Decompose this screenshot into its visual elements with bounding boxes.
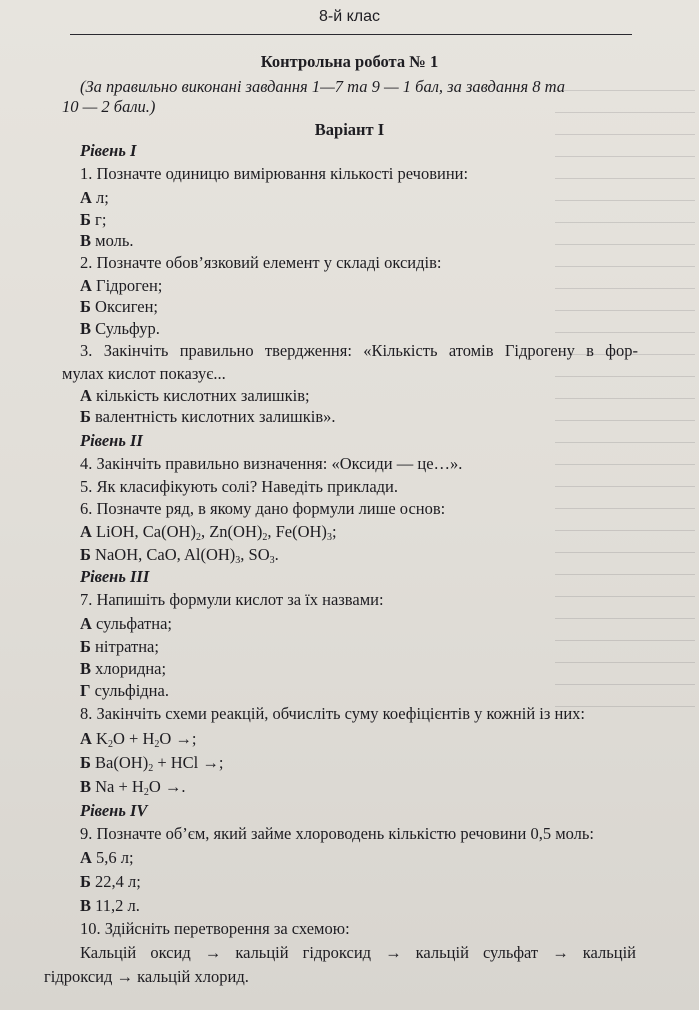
formula-part: , SO xyxy=(240,545,270,564)
level-heading-3: Рівень ІІІ xyxy=(80,567,150,586)
option-letter: Б xyxy=(80,872,91,891)
option-letter: Б xyxy=(80,545,91,564)
reaction xyxy=(96,729,196,748)
formula-part: ; xyxy=(331,522,337,541)
level-heading-1: Рівень І xyxy=(80,141,137,160)
header-divider xyxy=(70,34,632,35)
option-text: Оксиген; xyxy=(95,297,159,316)
formula-part: O →; xyxy=(159,729,197,748)
subscript: 2 xyxy=(154,739,160,750)
option-text: моль. xyxy=(95,231,134,250)
option-2c xyxy=(80,319,160,339)
formula-part: Ba(OH) xyxy=(95,753,149,772)
formula-part: O →. xyxy=(148,777,186,796)
option-text: 11,2 л. xyxy=(95,896,140,915)
question-9: 9. Позначте об’єм, який займе хлороводень кількістю речовини 0,5 моль: xyxy=(80,824,595,843)
option-8a xyxy=(80,729,196,749)
subscript: 2 xyxy=(143,787,149,798)
question-7: 7. Напишіть формули кислот за їх назвами: xyxy=(80,590,384,609)
option-letter: Б xyxy=(80,753,91,772)
scoring-note-line2: 10 — 2 бали.) xyxy=(62,97,156,116)
bleed-through-text xyxy=(555,90,695,710)
option-text: хлоридна; xyxy=(95,659,167,678)
option-3b xyxy=(80,407,336,427)
formula-part: Na + H xyxy=(95,777,144,796)
reaction xyxy=(95,753,223,772)
option-letter: В xyxy=(80,896,92,915)
option-letter: А xyxy=(80,848,92,867)
formula-part: K xyxy=(96,729,108,748)
option-2b xyxy=(80,297,158,317)
option-2a xyxy=(80,276,162,296)
formula-part: , Fe(OH) xyxy=(267,522,327,541)
option-text: валентність кислотних залишків». xyxy=(95,407,336,426)
option-text: Гідроген; xyxy=(96,276,163,295)
option-7b xyxy=(80,637,159,657)
question-8: 8. Закінчіть схеми реакцій, обчисліть суму коефіцієнтів у кожній із них: xyxy=(80,704,585,723)
option-6b xyxy=(80,545,279,565)
option-8c xyxy=(80,777,186,797)
option-8b xyxy=(80,753,223,773)
question-5: 5. Як класифікують солі? Наведіть приклади. xyxy=(80,477,398,496)
option-letter: В xyxy=(80,231,92,250)
question-6: 6. Позначте ряд, в якому дано формули лише основ: xyxy=(80,499,446,518)
option-text: г; xyxy=(95,210,107,229)
option-letter: Б xyxy=(80,210,91,229)
option-letter: В xyxy=(80,777,92,796)
subscript: 3 xyxy=(235,555,241,566)
transformation-chain-line1: Кальцій оксид → кальцій гідроксид → кальцій сульфат → кальцій xyxy=(80,943,636,962)
question-2: 2. Позначте обов’язковий елемент у складі оксидів: xyxy=(80,253,442,272)
option-text: 5,6 л; xyxy=(96,848,134,867)
scoring-note-line1: (За правильно виконані завдання 1—7 та 9 — 1 бал, за завдання 8 та xyxy=(80,77,566,96)
option-text: нітратна; xyxy=(95,637,159,656)
option-letter: В xyxy=(80,659,92,678)
option-1a xyxy=(80,188,109,208)
question-3-line2: мулах кислот показує... xyxy=(62,364,226,383)
formula-part: , Zn(OH) xyxy=(200,522,263,541)
option-text: кількість кислотних залишків; xyxy=(96,386,310,405)
level-heading-4: Рівень IV xyxy=(80,801,148,820)
option-9a xyxy=(80,848,134,868)
option-letter: Г xyxy=(80,681,91,700)
grade-header: 8-й клас xyxy=(318,8,381,25)
subscript: 2 xyxy=(195,532,201,543)
option-7a xyxy=(80,614,172,634)
question-1: 1. Позначте одиницю вимірювання кількості речовини: xyxy=(80,164,469,183)
formula-part: NaOH, CaO, Al(OH) xyxy=(95,545,236,564)
subscript: 2 xyxy=(148,763,154,774)
option-text: сульфідна. xyxy=(94,681,169,700)
option-letter: А xyxy=(80,614,92,633)
option-letter: Б xyxy=(80,407,91,426)
option-9b xyxy=(80,872,141,892)
option-letter: А xyxy=(80,188,92,207)
subscript: 3 xyxy=(326,532,332,543)
option-letter: Б xyxy=(80,637,91,656)
option-letter: А xyxy=(80,522,92,541)
option-letter: А xyxy=(80,729,92,748)
formula-part: + HCl →; xyxy=(153,753,224,772)
subscript: 2 xyxy=(107,739,113,750)
option-7d xyxy=(80,681,169,701)
formula-part: LiOH, Ca(OH) xyxy=(96,522,196,541)
option-text: 22,4 л; xyxy=(95,872,141,891)
formula-part: O + H xyxy=(112,729,155,748)
question-4: 4. Закінчіть правильно визначення: «Оксиди — це…». xyxy=(80,454,463,473)
option-1b xyxy=(80,210,106,230)
question-10: 10. Здійсніть перетворення за схемою: xyxy=(80,919,350,938)
reaction xyxy=(95,777,185,796)
option-letter: Б xyxy=(80,297,91,316)
test-title: Контрольна робота № 1 xyxy=(260,52,439,71)
variant-heading: Варіант І xyxy=(314,120,385,139)
level-heading-2: Рівень ІІ xyxy=(80,431,143,450)
formula xyxy=(96,522,336,541)
subscript: 3 xyxy=(269,555,275,566)
option-text: л; xyxy=(96,188,109,207)
option-7c xyxy=(80,659,166,679)
option-letter: В xyxy=(80,319,92,338)
transformation-chain-line2: гідроксид → кальцій хлорид. xyxy=(44,967,249,986)
option-9c xyxy=(80,896,140,916)
formula-part: . xyxy=(274,545,279,564)
option-letter: А xyxy=(80,386,92,405)
option-6a xyxy=(80,522,337,542)
option-3a xyxy=(80,386,310,406)
option-text: сульфатна; xyxy=(96,614,172,633)
subscript: 2 xyxy=(262,532,268,543)
question-3-line1: 3. Закінчіть правильно твердження: «Кількість атомів Гідрогену в фор- xyxy=(80,341,638,360)
option-1c xyxy=(80,231,134,251)
option-text: Сульфур. xyxy=(95,319,160,338)
option-letter: А xyxy=(80,276,92,295)
formula xyxy=(95,545,279,564)
